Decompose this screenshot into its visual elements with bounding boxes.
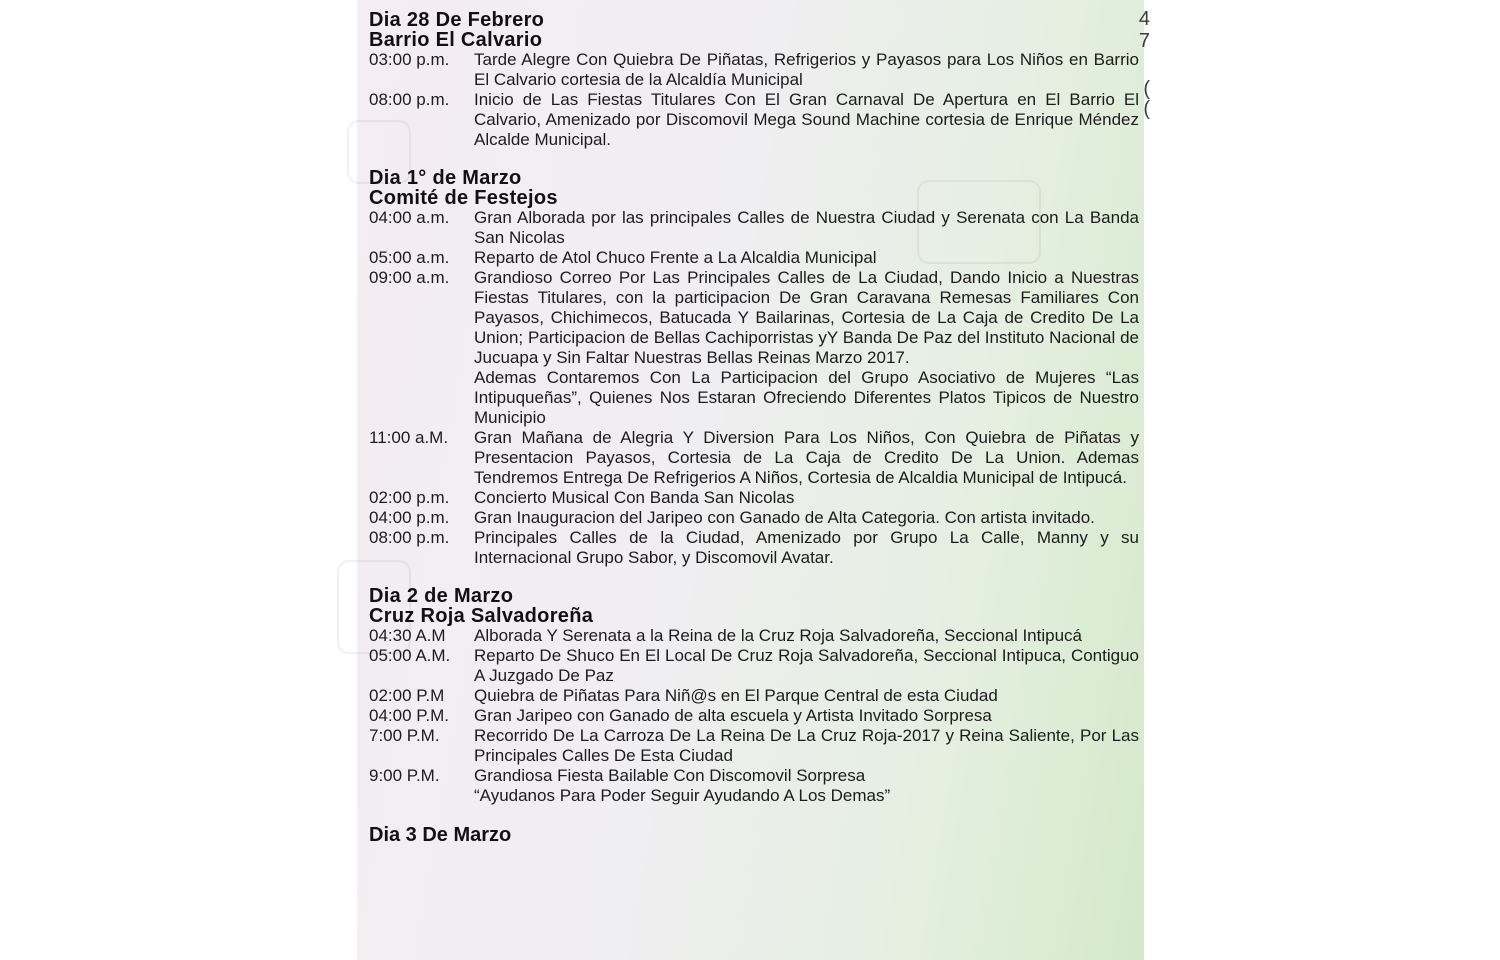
event-description [474, 508, 1139, 528]
event-time: 05:00 A.M. [369, 646, 451, 665]
event-text: Gran Jaripeo con Ganado de alta escuela y Artista Invitado Sorpresa [474, 706, 992, 725]
schedule-entry [369, 626, 1139, 646]
day-section [369, 586, 1139, 806]
edge-glyph: ( [1143, 98, 1150, 120]
event-time: 7:00 P.M. [369, 726, 440, 745]
event-time: 08:00 p.m. [369, 90, 450, 109]
event-text: Concierto Musical Con Banda San Nicolas [474, 488, 795, 507]
schedule [369, 9, 1139, 846]
next-day-title-cut: Dia 3 De Marzo [369, 824, 512, 846]
event-time: 04:00 P.M. [369, 706, 450, 725]
schedule-entry [369, 488, 1139, 508]
event-description [474, 626, 1139, 646]
event-time: 04:00 p.m. [369, 508, 450, 527]
event-time: 08:00 p.m. [369, 528, 450, 547]
event-text: “Ayudanos Para Poder Seguir Ayudando A Los Demas” [474, 786, 891, 805]
schedule-entry [369, 706, 1139, 726]
day-section [369, 10, 1139, 150]
event-time: 11:00 a.M. [369, 428, 449, 447]
schedule-entry [369, 646, 1139, 686]
edge-glyph: ( [1143, 78, 1150, 100]
schedule-entry [369, 208, 1139, 248]
day-organizer: Comité de Festejos [369, 187, 558, 209]
event-text: Principales Calles de la Ciudad, Amenizado por Grupo La Calle, Manny y su Internacional Grupo Sabor, y Discomovil Avatar. [474, 528, 1139, 567]
event-text: Gran Alborada por las principales Calles de Nuestra Ciudad y Serenata con La Banda San Nicolas [474, 208, 1139, 247]
event-description [474, 50, 1139, 90]
event-text: Alborada Y Serenata a la Reina de la Cruz Roja Salvadoreña, Seccional Intipucá [474, 626, 1082, 645]
schedule-entry [369, 50, 1139, 90]
event-description [474, 528, 1139, 568]
schedule-entry [369, 508, 1139, 528]
event-time: 02:00 p.m. [369, 488, 450, 507]
event-time: 09:00 a.m. [369, 268, 450, 287]
schedule-entry [369, 766, 1139, 806]
event-description [474, 208, 1139, 248]
event-text: Ademas Contaremos Con La Participacion del Grupo Asociativo de Mujeres “Las Intipuqueñas”, Quienes Nos Estaran Ofreciendo Diferentes Platos Tipicos de Nuestro Municipio [474, 368, 1139, 427]
event-description [474, 706, 1139, 726]
event-description [474, 268, 1139, 428]
event-description [474, 488, 1139, 508]
event-time: 04:30 A.M [369, 626, 446, 645]
day-section [369, 168, 1139, 568]
event-text: Gran Mañana de Alegria Y Diversion Para Los Niños, Con Quiebra de Piñatas y Presentacion Payasos, Cortesia de La Caja de Credito De La Union. Ademas Tendremos Entrega De Refrigerios A Niños, Cortesia de Alcaldia Municipal de Intipucá. [474, 428, 1139, 487]
day-title: Dia 1° de Marzo [369, 167, 522, 189]
event-text: Gran Inauguracion del Jaripeo con Ganado de Alta Categoria. Con artista invitado. [474, 508, 1095, 527]
flyer-page [357, 0, 1150, 960]
event-text: Recorrido De La Carroza De La Reina De La Cruz Roja-2017 y Reina Saliente, Por Las Principales Calles De Esta Ciudad [474, 726, 1139, 765]
day-organizer: Barrio El Calvario [369, 29, 543, 51]
event-text: Reparto de Atol Chuco Frente a La Alcaldia Municipal [474, 248, 877, 267]
schedule-entry [369, 528, 1139, 568]
event-text: Quiebra de Piñatas Para Niñ@s en El Parque Central de esta Ciudad [474, 686, 998, 705]
day-organizer: Cruz Roja Salvadoreña [369, 605, 594, 627]
event-description [474, 686, 1139, 706]
event-time: 9:00 P.M. [369, 766, 440, 785]
event-text: Grandiosa Fiesta Bailable Con Discomovil Sorpresa [474, 766, 866, 785]
schedule-entry [369, 248, 1139, 268]
schedule-entry [369, 268, 1139, 428]
event-time: 03:00 p.m. [369, 50, 450, 69]
event-time: 04:00 a.m. [369, 208, 450, 227]
day-title: Dia 2 de Marzo [369, 585, 514, 607]
event-description [474, 428, 1139, 488]
schedule-entry [369, 90, 1139, 150]
event-time: 02:00 P.M [369, 686, 445, 705]
edge-glyph: 4 [1138, 8, 1150, 30]
edge-glyph: 7 [1138, 30, 1150, 52]
event-description [474, 726, 1139, 766]
event-text: Tarde Alegre Con Quiebra De Piñatas, Refrigerios y Payasos para Los Niños en Barrio El Calvario cortesia de la Alcaldía Municipal [474, 50, 1139, 89]
event-text: Grandioso Correo Por Las Principales Calles de La Ciudad, Dando Inicio a Nuestras Fiestas Titulares, con la participacion De Gran Caravana Remesas Familiares Con Payasos, Chichimecos, Batucada Y Bailarinas, Cortesia de La Caja de Credito De La Union; Participacion de Bellas Cachiporristas yY Banda De Paz del Instituto Nacional de Jucuapa y Sin Faltar Nuestras Bellas Reinas Marzo 2017. [474, 268, 1139, 367]
event-text: Inicio de Las Fiestas Titulares Con El Gran Carnaval De Apertura en El Barrio El Calvario, Amenizado por Discomovil Mega Sound Machine cortesia de Enrique Méndez Alcalde Municipal. [474, 90, 1139, 149]
day-title: Dia 28 De Febrero [369, 9, 545, 31]
event-description [474, 248, 1139, 268]
event-time: 05:00 a.m. [369, 248, 450, 267]
event-description [474, 646, 1139, 686]
event-text: Reparto De Shuco En El Local De Cruz Roja Salvadoreña, Seccional Intipuca, Contiguo A Juzgado De Paz [474, 646, 1139, 685]
schedule-entry [369, 686, 1139, 706]
event-description [474, 90, 1139, 150]
schedule-entry [369, 428, 1139, 488]
event-description [474, 766, 1139, 806]
schedule-entry [369, 726, 1139, 766]
